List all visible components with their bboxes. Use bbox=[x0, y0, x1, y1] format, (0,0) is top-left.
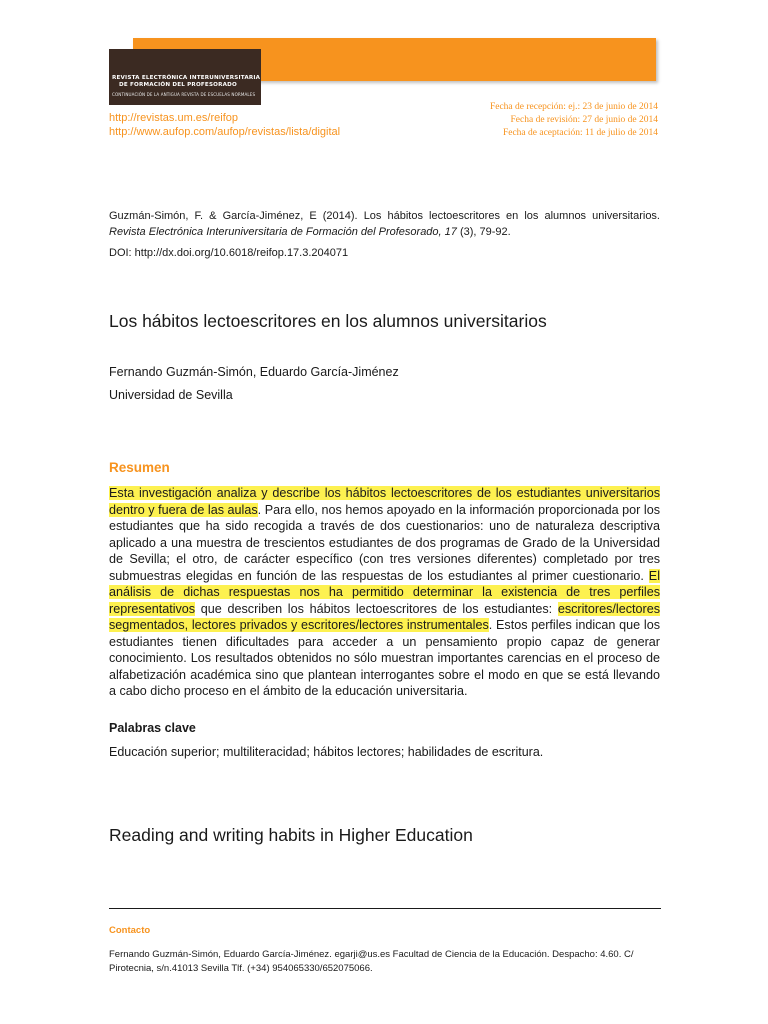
citation-pages: (3), 79-92. bbox=[456, 225, 511, 238]
article-title-english: Reading and writing habits in Higher Education bbox=[109, 825, 473, 845]
abstract-text: . Para ello, nos hemos apoyado en la información proporcionada por los estudiantes que ha sido recogida a través de dos cuestionarios: uno de naturaleza descriptiva aplicado a una muestra de trescientos estudiantes de dos programas de Grado de la Universidad de Sevilla; el otro, de carácter específico (con tres versiones diferentes) completado por tres submuestras elegidas en función de las respuestas de los estudiantes al primer cuestionario. bbox=[109, 502, 660, 583]
citation-journal: Revista Electrónica Interuniversitaria de Formación del Profesorado, 17 bbox=[109, 225, 457, 238]
contact-info: Fernando Guzmán-Simón, Eduardo García-Jiménez. egarji@us.es Facultad de Ciencia de la Educación. Despacho: 4.60. C/ Pirotecnia, s/n.41013 Sevilla Tlf. (+34) 954065330/652075066. bbox=[109, 949, 634, 974]
footer-divider bbox=[109, 908, 661, 909]
journal-url-link[interactable]: http://revistas.um.es/reifop bbox=[109, 112, 238, 124]
acceptance-date: Fecha de aceptación: 11 de julio de 2014 bbox=[502, 128, 658, 138]
citation bbox=[109, 209, 660, 240]
article-title: Los hábitos lectoescritores en los alumnos universitarios bbox=[109, 311, 547, 331]
logo-title-line-1: REVISTA ELECTRÓNICA INTERUNIVERSITARIA bbox=[112, 75, 261, 81]
abstract-heading: Resumen bbox=[109, 460, 170, 475]
reception-date: Fecha de recepción: ej.: 23 de junio de 2014 bbox=[489, 102, 658, 112]
keywords-heading: Palabras clave bbox=[109, 721, 196, 735]
logo-subtitle: CONTINUACIÓN DE LA ANTIGUA REVISTA DE ESCUELAS NORMALES bbox=[112, 92, 256, 97]
logo-title-line-2: DE FORMACIÓN DEL PROFESORADO bbox=[119, 82, 237, 88]
submission-dates bbox=[490, 101, 658, 140]
abstract-highlight: El análisis de dichas respuestas nos ha permitido determinar la existencia de tres perfiles representativos bbox=[109, 568, 660, 616]
keywords: Educación superior; multiliteracidad; hábitos lectores; habilidades de escritura. bbox=[109, 745, 544, 759]
affiliation: Universidad de Sevilla bbox=[109, 388, 233, 402]
revision-date: Fecha de revisión: 27 de junio de 2014 bbox=[510, 115, 658, 125]
abstract-text: . Estos perfiles indican que los estudiantes tienen dificultades para acceder a un pensamiento propio capaz de generar conocimiento. Los resultados obtenidos no sólo muestran importantes carencias en el proceso de alfabetización académica sino que plantean interrogantes sobre el modo en que se está llevando a cabo dicho proceso en el ámbito de la educación universitaria. bbox=[109, 618, 660, 698]
abstract-text: que describen los hábitos lectoescritores de los estudiantes: bbox=[195, 601, 558, 616]
contact-heading: Contacto bbox=[109, 925, 151, 936]
article-authors: Fernando Guzmán-Simón, Eduardo García-Jiménez bbox=[109, 365, 399, 379]
journal-logo bbox=[109, 49, 261, 105]
abstract-highlight: escritores/lectores segmentados, lectores privados y escritores/lectores instrumentales bbox=[109, 601, 660, 632]
abstract bbox=[109, 485, 660, 700]
doi: DOI: http://dx.doi.org/10.6018/reifop.17.3.204071 bbox=[109, 247, 349, 259]
abstract-highlight: Esta investigación analiza y describe los hábitos lectoescritores de los estudiantes universitarios dentro y fuera de las aulas bbox=[109, 486, 660, 517]
citation-authors: Guzmán-Simón, F. & García-Jiménez, E (2014). Los hábitos lectoescritores en los alumnos universitarios. bbox=[109, 210, 660, 222]
aufop-url-link[interactable]: http://www.aufop.com/aufop/revistas/lista/digital bbox=[109, 126, 341, 138]
